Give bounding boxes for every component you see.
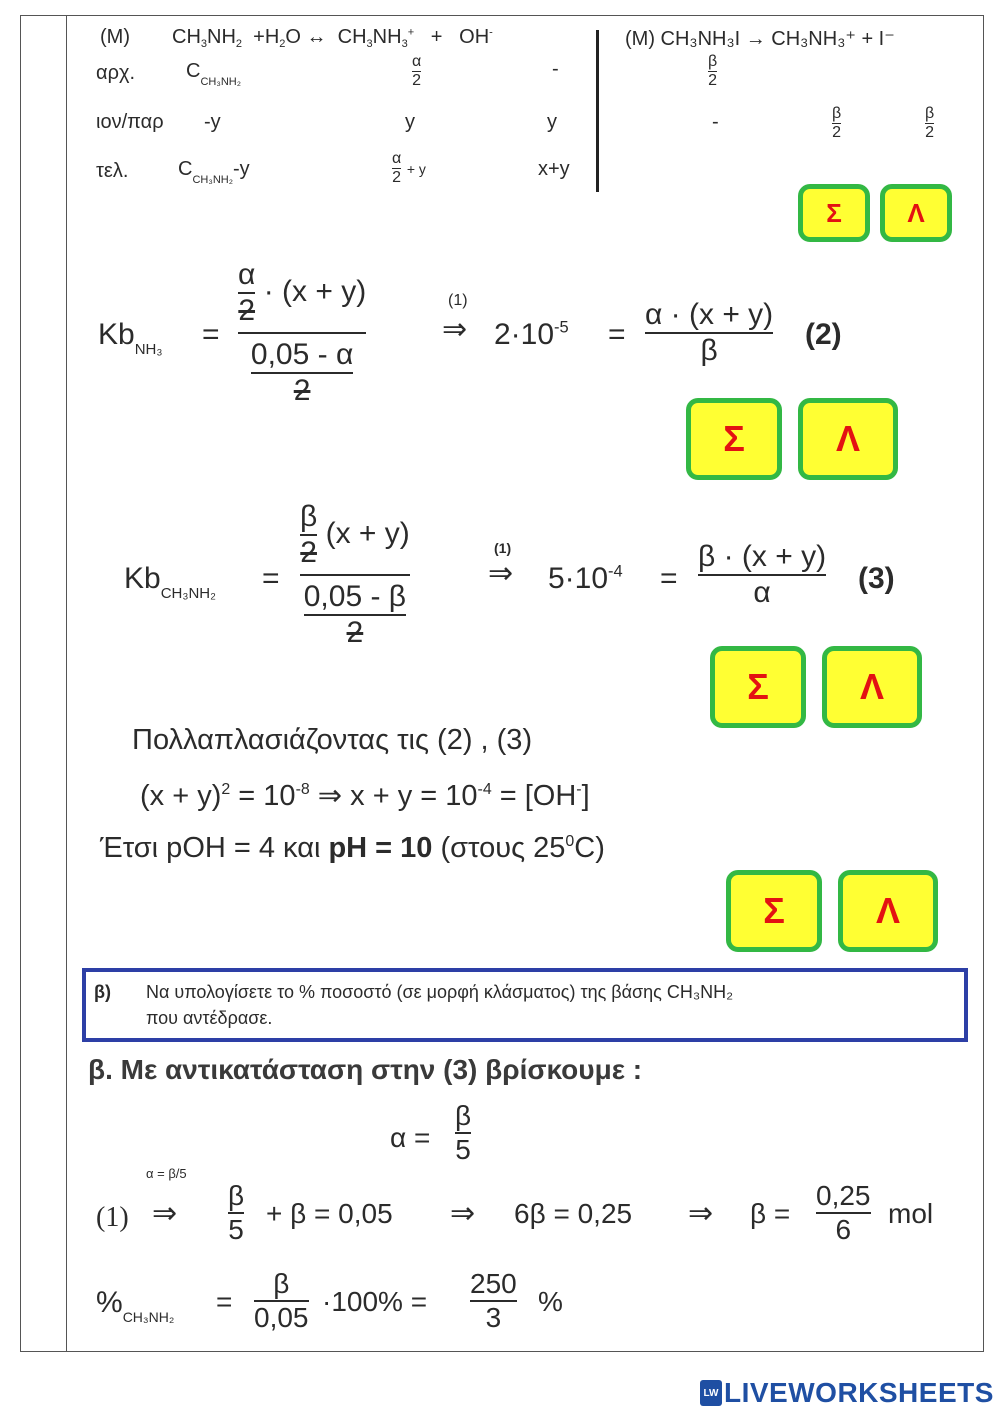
false-button-1[interactable]: Λ — [880, 184, 952, 242]
true-button-1[interactable]: Σ — [798, 184, 870, 242]
step-arrow-1: ⇒ — [152, 1197, 178, 1230]
final-concentration: $C_{CH_3NH_2}-y$ — [178, 158, 250, 186]
result-fraction: 250 3 — [470, 1268, 517, 1333]
eq3-implies-arrow: ⇒ — [488, 557, 514, 590]
step-arrow-2: ⇒ — [450, 1197, 476, 1230]
reaction-2: (M) CH₃NH₃I → CH₃NH₃⁺ + I⁻ — [625, 28, 895, 50]
eq3-tag: (3) — [858, 562, 895, 595]
kb-ch3nh2-label: $Kb_{CH_3NH_2}$ — [124, 562, 216, 602]
ion-y-cation: y — [405, 111, 415, 133]
false-button-3[interactable]: Λ — [822, 646, 922, 728]
times-100: ·100% = — [322, 1286, 428, 1317]
alpha-fraction: β 5 — [455, 1100, 472, 1165]
eq3-equals: = — [262, 562, 280, 595]
true-button-2[interactable]: Σ — [686, 398, 782, 480]
multiply-line-1: $(x + y)^2 = 10^{-8}$ ⇒ $x + y = 10^{-4} = [OH^-]$ — [140, 780, 590, 812]
question-text-line-2: που αντέδρασε. — [146, 1008, 273, 1028]
true-button-3[interactable]: Σ — [710, 646, 806, 728]
step-label: (1) — [96, 1202, 129, 1233]
false-button-2[interactable]: Λ — [798, 398, 898, 480]
beta-equals: β = — [750, 1198, 791, 1229]
beta-value-fraction: 0,25 6 — [816, 1180, 871, 1245]
liveworksheets-logo — [700, 1378, 994, 1408]
eq3-constant: $5\cdot 10^{-4}$ — [548, 562, 623, 595]
eq2-equals: = — [202, 318, 220, 351]
eq2-implies-label: (1) — [448, 292, 468, 309]
multiply-line-2: Έτσι pOH = 4 και pH = 10 (στους $25^0C$) — [100, 832, 605, 864]
row-label-final: τελ. — [96, 160, 129, 182]
percent-equals: = — [216, 1286, 233, 1317]
row-label-initial: αρχ. — [96, 62, 135, 84]
left-margin-column — [66, 15, 67, 1352]
eq2-implies-arrow: ⇒ — [442, 313, 468, 346]
final-cation: $\frac{\alpha}{2}$ + y — [392, 150, 426, 186]
mol-unit: mol — [888, 1198, 934, 1229]
six-beta-equation: 6β = 0,25 — [514, 1198, 633, 1229]
beta-over-5: β 5 — [228, 1180, 245, 1245]
alpha-equals: α = — [390, 1122, 431, 1153]
units-label: (M) — [100, 26, 130, 48]
percent-fraction: β 0,05 — [254, 1268, 309, 1333]
step-condition: α = β/5 — [146, 1166, 187, 1181]
eq3-left-fraction: $\frac{\beta}{2}$ (x + y) $\frac{0,05 - \beta}{2}$ — [300, 500, 410, 649]
ion-beta-half-1: β 2 — [832, 105, 842, 141]
answer-heading: β. Με αντικατάσταση στην (3) βρίσκουμε : — [88, 1054, 643, 1085]
brand-name: LIVEWORKSHEETS — [724, 1377, 994, 1408]
true-button-4[interactable]: Σ — [726, 870, 822, 952]
eq3-implies-label: (1) — [494, 540, 512, 556]
initial-oh: - — [552, 58, 559, 80]
eq2-tag: (2) — [805, 318, 842, 351]
eq2-right-fraction: α · (x + y) β — [645, 298, 774, 367]
table-divider — [596, 30, 599, 192]
sum-equation: + β = 0,05 — [266, 1198, 393, 1229]
percent-sign: % — [538, 1286, 563, 1317]
reaction-1: $CH_3NH_2 +H_2O$ ↔ $CH_3NH_3^+$ + OH- — [172, 26, 493, 50]
initial-alpha-half: α 2 — [412, 53, 422, 89]
ion-minus-y: -y — [204, 111, 221, 133]
ion-beta-half-2: β 2 — [925, 105, 935, 141]
initial-beta-half: β 2 — [708, 53, 718, 89]
question-label: β) — [94, 982, 111, 1002]
question-text-line-1: Να υπολογίσετε το % ποσοστό (σε μορφή κλάσματος) της βάσης CH₃NH₂ — [146, 982, 734, 1002]
eq2-constant: $2\cdot 10^{-5}$ — [494, 318, 569, 351]
eq2-equals-2: = — [608, 318, 626, 351]
ion-salt: - — [712, 111, 719, 133]
percent-label: $\%_{CH_3NH_2}$ — [96, 1286, 175, 1325]
ion-y-oh: y — [547, 111, 557, 133]
question-box — [82, 968, 968, 1042]
kb-nh3-label: $Kb_{NH_3}$ — [98, 318, 163, 358]
eq3-right-fraction: β · (x + y) α — [698, 540, 827, 609]
false-button-4[interactable]: Λ — [838, 870, 938, 952]
multiply-heading: Πολλαπλασιάζοντας τις (2) , (3) — [132, 724, 533, 756]
logo-badge: LW — [700, 1380, 722, 1406]
eq3-equals-2: = — [660, 562, 678, 595]
step-arrow-3: ⇒ — [688, 1197, 714, 1230]
final-oh: x+y — [538, 158, 570, 180]
initial-concentration: $C_{CH_3NH_2}$ — [186, 60, 241, 88]
eq2-left-fraction: $\frac{\alpha}{2}$ · (x + y) $\frac{0,05 - \alpha}{2}$ — [238, 258, 367, 407]
row-label-ionization: ιον/παρ — [96, 111, 164, 133]
